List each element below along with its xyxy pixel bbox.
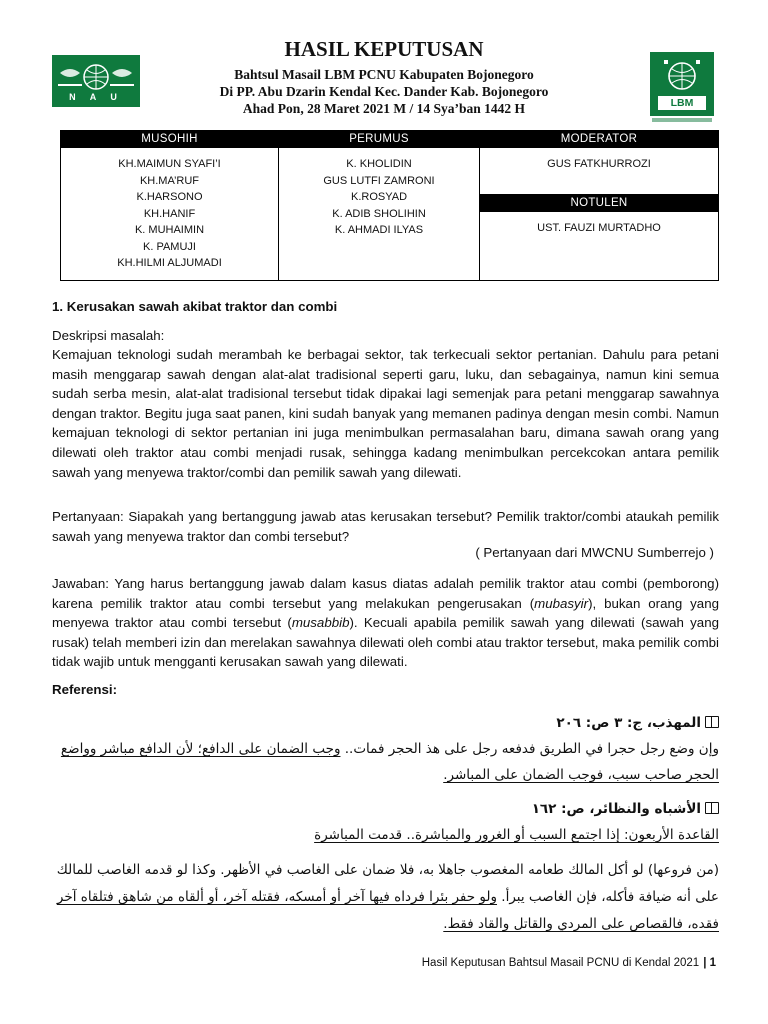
perumus-name: K. KHOLIDIN [346, 158, 412, 170]
musohih-name: K. MUHAIMIN [134, 224, 205, 236]
header-subtitle-2: Di PP. Abu Dzarin Kendal Kec. Dander Kab. Bojonegoro [219, 84, 549, 99]
moderator-name: GUS FATKHURROZI [480, 148, 719, 195]
book-icon [705, 716, 719, 728]
reference-text-1 [52, 736, 719, 788]
page-number: | 1 [703, 957, 716, 969]
reference-source-2 [52, 796, 719, 822]
jawaban-text: Jawaban: Yang harus bertanggung jawab dalam kasus diatas adalah pemilik traktor atau combi (pemborong) karena pemilik traktor atau combi tersebut yang melakukan pengerusakan ( [52, 576, 719, 611]
book-icon [705, 802, 719, 814]
section-heading: 1. Kerusakan sawah akibat traktor dan combi [52, 299, 338, 314]
reference-source-text: المهذب، ج: ٣ ص: ٢٠٦ [556, 715, 701, 731]
reference-plain: (من فروعها) لو أكل المالك طعامه المغصوب جاهلا به، فلا ضمان على الغاصب في الأظهر. وكذا لو قدمه الغاصب للمالك على أنه ضيافة فأكله، فإن الغاصب يبرأ. [56, 862, 719, 905]
header-notulen: NOTULEN [480, 195, 719, 212]
jawaban-paragraph [52, 574, 719, 672]
musohih-name: KH.HANIF [143, 207, 196, 220]
header-perumus: PERUMUS [279, 131, 480, 148]
jawaban-term: musabbib [291, 615, 350, 631]
perumus-name: K.ROSYAD [350, 191, 408, 203]
header-musohih: MUSOHIH [61, 131, 279, 148]
pertanyaan-paragraph: Pertanyaan: Siapakah yang bertanggung jawab atas kerusakan tersebut? Pemilik traktor/combi ataukah pemilik sawah yang menyewa traktor dan combi tersebut? [52, 509, 719, 544]
page-footer [422, 957, 716, 969]
musohih-name: K.HARSONO [136, 191, 203, 203]
reference-plain: وإن وضع رجل حجرا في الطريق فدفعه رجل على هذ الحجر فمات.. [340, 741, 719, 757]
jawaban-text: ), bukan orang yang menyewa traktor atau combi tersebut ( [52, 595, 719, 631]
perumus-list [279, 148, 480, 281]
musohih-name: KH.MA’RUF [139, 174, 200, 187]
musohih-name: K. PAMUJI [143, 240, 196, 253]
header-moderator: MODERATOR [480, 131, 719, 148]
pertanyaan-source: ( Pertanyaan dari MWCNU Sumberrejo ) [475, 545, 714, 560]
committee-table [60, 130, 719, 281]
reference-underlined: وجب الضمان على الدافع؛ لأن الدافع مباشر وواضع الحجر صاحب سبب، فوجب الضمان على المباشر. [60, 741, 719, 783]
footer-text: Hasil Keputusan Bahtsul Masail PCNU di Kendal 2021 [421, 957, 700, 969]
musohih-name: KH.MAIMUN SYAFI’I [118, 158, 221, 170]
header-subtitle-1: Bahtsul Masail LBM PCNU Kabupaten Bojonegoro [234, 67, 534, 82]
musohih-name: KH.HILMI ALJUMADI [117, 257, 222, 269]
jawaban-text: ). Kecuali apabila pemilik sawah yang dilewati (sawah yang rusak) telah memberi izin dan merelakan sawahnya dilewati oleh combi atau traktor tersebut, maka pemilik combi tidak wajib untuk mengganti kerusakan sawah yang dilewati. [52, 615, 719, 670]
reference-source-1 [52, 710, 719, 736]
header-date: Ahad Pon, 28 Maret 2021 M / 14 Sya’ban 1442 H [242, 101, 526, 116]
musohih-list [61, 148, 279, 281]
document-title: HASIL KEPUTUSAN [284, 37, 484, 61]
reference-underlined: القاعدة الأربعون: إذا اجتمع السبب أو الغرور والمباشرة.. قدمت المباشرة [314, 827, 719, 843]
perumus-name: K. AHMADI ILYAS [334, 224, 424, 236]
deskripsi-paragraph: Kemajuan teknologi sudah merambah ke berbagai sektor, tak terkecuali sektor pertanian. Dahulu para petani masih menggarap sawah dengan alat-alat tradisional seperti garu, luku, dan sebagainya, namun kini semua sudah serba mesin, alat-alat tradisional tersebut tidak dipakai lagi semenjak para petani menggarap sawahnya dengan traktor. Begitu juga saat panen, kini sudah banyak yang memanen padinya dengan mesin combi. Namun kemajuan teknologi di sektor pertanian ini juga menimbulkan permasalahan baru, dimana sawah orang yang dilewati oleh traktor atau combi menjadi rusak, sehingga kadang menimbulkan percekcokan antara pemilik sawah yang menyewa traktor/combi dan pemilik sawah yang dilewati. [52, 347, 719, 480]
perumus-name: K. ADIB SHOLIHIN [332, 207, 426, 220]
notulen-name: UST. FAUZI MURTADHO [480, 212, 719, 281]
reference-text-3 [52, 857, 719, 938]
nu-logo-letters: N A U [69, 92, 123, 102]
jawaban-term: mubasyir [534, 595, 589, 611]
reference-underlined: ولو حفر بئرا فرداه فيها آخر أو أمسكه، فقتله آخر، أو ألقاه من شاهق فتلقاه آخر فقده، فالقصاص على المردي والقاتل والقاد فقط. [56, 889, 719, 932]
deskripsi-label: Deskripsi masalah: [52, 328, 165, 343]
reference-source-text: الأشباه والنظائر، ص: ١٦٢ [531, 801, 701, 817]
reference-text-2 [52, 822, 719, 848]
referensi-label: Referensi: [52, 682, 118, 697]
lbm-logo-text: LBM [670, 97, 694, 109]
perumus-name: GUS LUTFI ZAMRONI [323, 174, 435, 187]
